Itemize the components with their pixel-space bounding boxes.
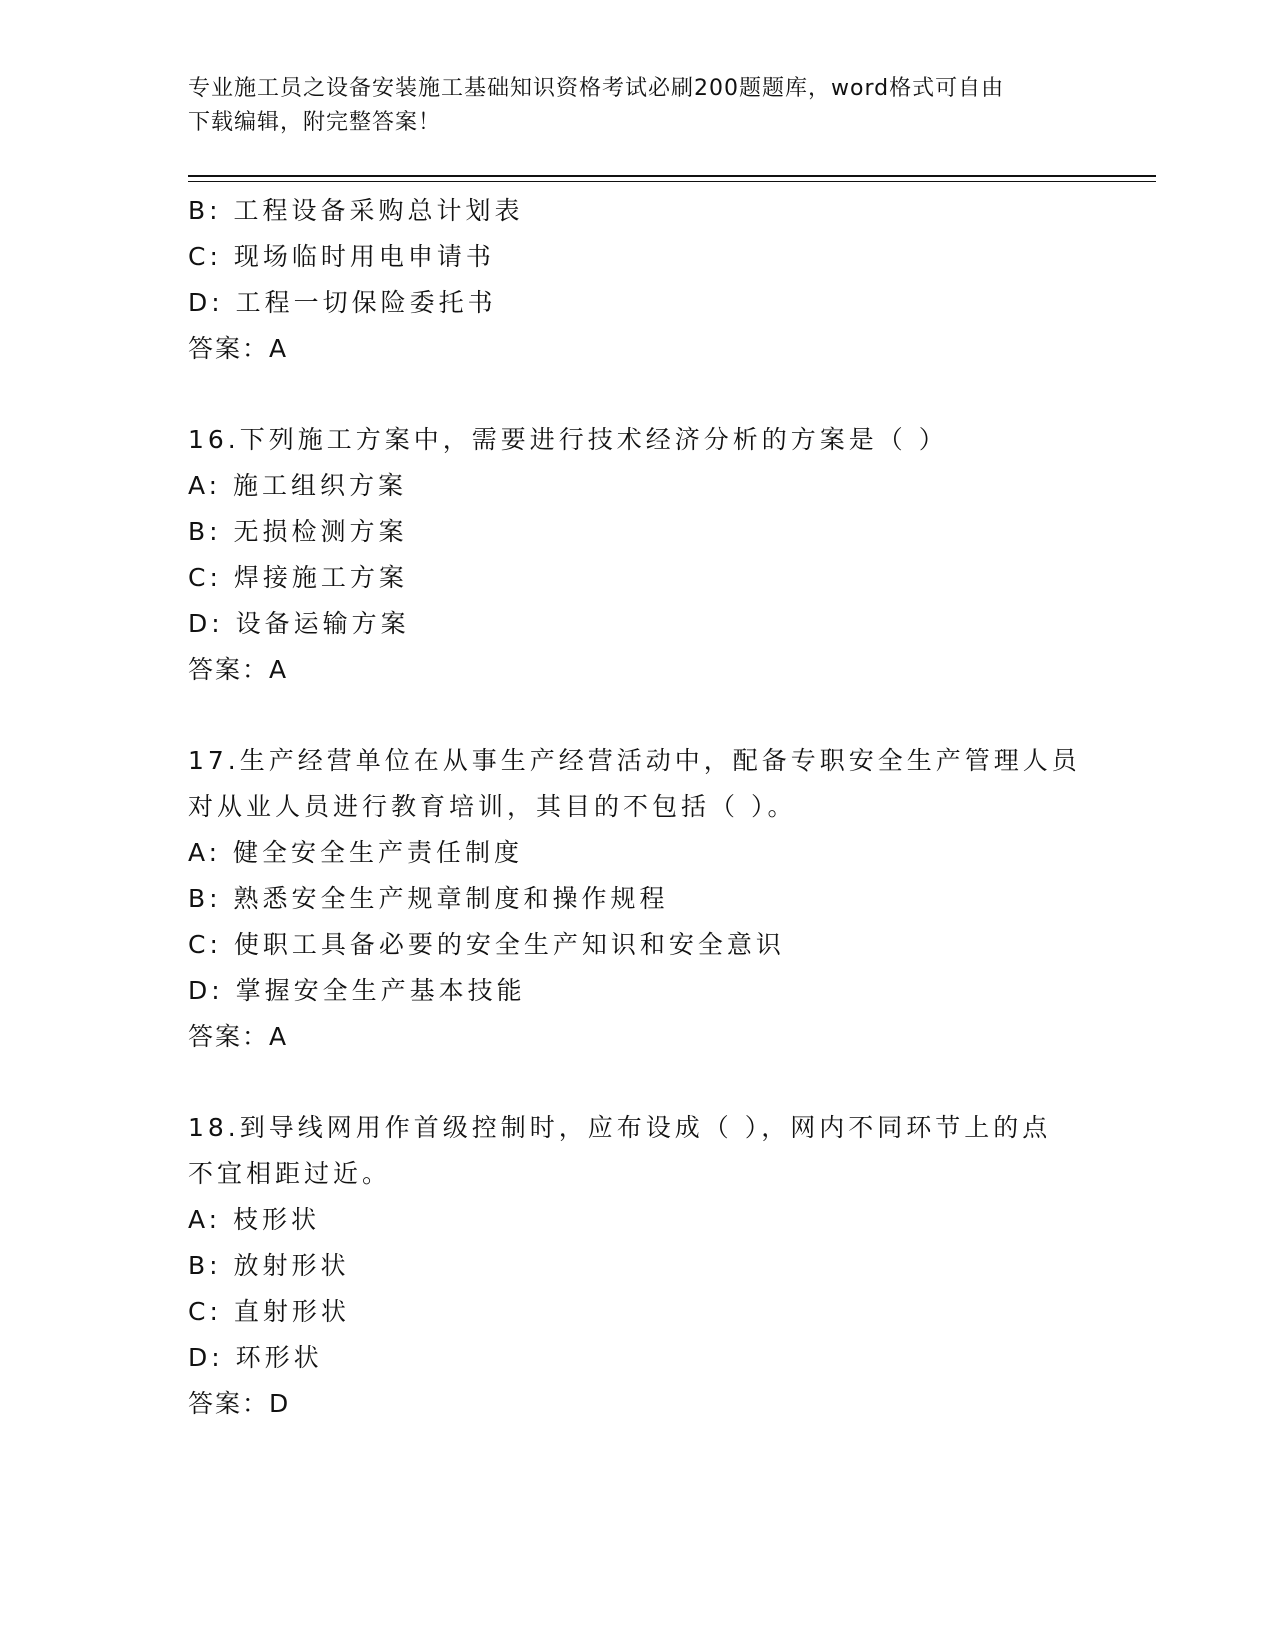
question-list <box>188 188 1128 1427</box>
question-block-17 <box>188 738 1128 1060</box>
option-b: B: 工程设备采购总计划表 <box>188 196 524 225</box>
question-stem: 17.生产经营单位在从事生产经营活动中，配备专职安全生产管理人员 <box>188 746 1081 775</box>
question-stem: 16.下列施工方案中，需要进行技术经济分析的方案是（ ） <box>188 425 948 454</box>
option-c: C: 现场临时用电申请书 <box>188 242 495 271</box>
question-block-16 <box>188 417 1128 693</box>
question-spacer <box>188 693 1128 738</box>
header-divider-thick <box>188 175 1156 177</box>
option-a: A: 施工组织方案 <box>188 471 408 500</box>
option-a: A: 枝形状 <box>188 1205 321 1234</box>
question-spacer <box>188 372 1128 417</box>
header-line-2: 下载编辑，附完整答案！ <box>188 110 442 135</box>
option-d: D: 工程一切保险委托书 <box>188 288 497 317</box>
option-d: D: 掌握安全生产基本技能 <box>188 976 526 1005</box>
option-b: B: 熟悉安全生产规章制度和操作规程 <box>188 884 669 913</box>
answer-line: 答案：D <box>188 1389 291 1418</box>
option-a: A: 健全安全生产责任制度 <box>188 838 524 867</box>
answer-line: 答案：A <box>188 1022 289 1051</box>
option-c: C: 使职工具备必要的安全生产知识和安全意识 <box>188 930 785 959</box>
option-b: B: 放射形状 <box>188 1251 350 1280</box>
question-spacer <box>188 1060 1128 1105</box>
question-block-15 <box>188 188 1128 372</box>
header-line-1: 专业施工员之设备安装施工基础知识资格考试必刷200题题库，word格式可自由 <box>188 76 1005 101</box>
option-d: D: 设备运输方案 <box>188 609 410 638</box>
question-stem-continued: 不宜相距过近。 <box>188 1159 392 1188</box>
option-b: B: 无损检测方案 <box>188 517 408 546</box>
question-block-18 <box>188 1105 1128 1427</box>
option-c: C: 焊接施工方案 <box>188 563 408 592</box>
header-divider-thin <box>188 181 1156 182</box>
answer-line: 答案：A <box>188 334 289 363</box>
answer-line: 答案：A <box>188 655 289 684</box>
question-stem-continued: 对从业人员进行教育培训，其目的不包括（ ）。 <box>188 792 797 821</box>
document-header <box>188 72 1088 140</box>
question-stem: 18.到导线网用作首级控制时，应布设成（ ），网内不同环节上的点 <box>188 1113 1052 1142</box>
option-c: C: 直射形状 <box>188 1297 350 1326</box>
option-d: D: 环形状 <box>188 1343 323 1372</box>
